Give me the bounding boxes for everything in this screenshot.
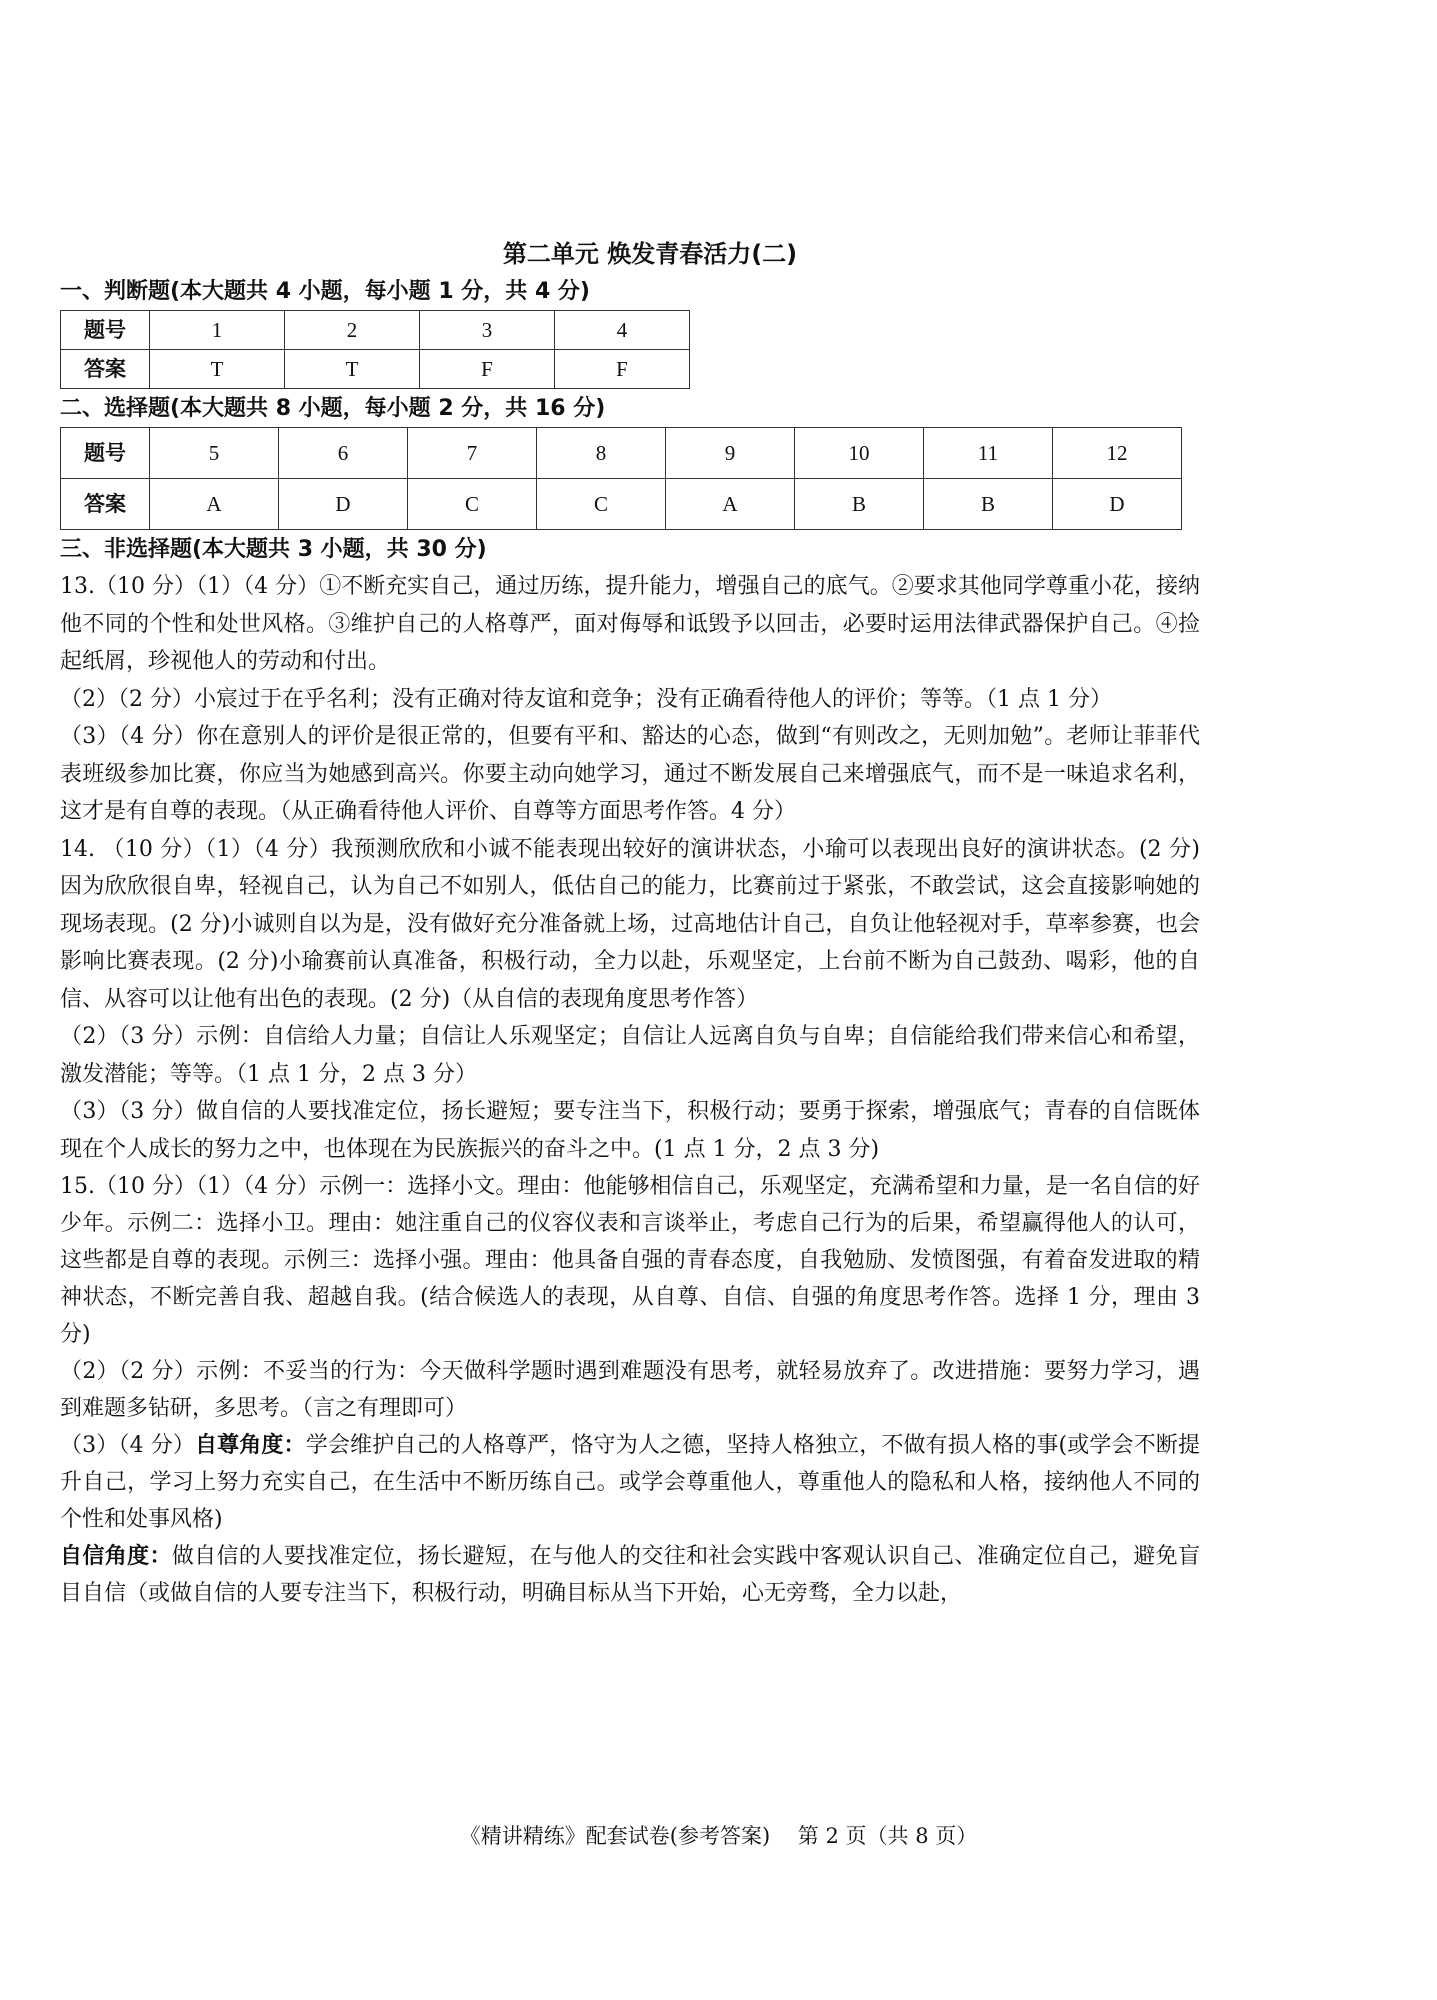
q15-part3-answer xyxy=(60,1427,1200,1538)
question-number: 9 xyxy=(666,428,795,479)
question-number: 6 xyxy=(279,428,408,479)
answer-cell: C xyxy=(537,479,666,530)
question-number: 7 xyxy=(408,428,537,479)
section1-heading: 一、判断题(本大题共 4 小题，每小题 1 分，共 4 分) xyxy=(60,279,590,304)
section3-heading: 三、非选择题(本大题共 3 小题，共 30 分) xyxy=(60,537,487,562)
answer-cell: A xyxy=(666,479,795,530)
question-number: 1 xyxy=(150,311,285,350)
table-row xyxy=(61,311,690,350)
answer-cell: A xyxy=(150,479,279,530)
question-number: 5 xyxy=(150,428,279,479)
row-label: 题号 xyxy=(61,428,150,479)
question-number: 3 xyxy=(420,311,555,350)
question-number: 2 xyxy=(285,311,420,350)
answer-cell: D xyxy=(1053,479,1182,530)
self-confidence-label: 自信角度： xyxy=(60,1544,172,1569)
table-row xyxy=(61,428,1182,479)
answer-cell: B xyxy=(924,479,1053,530)
section2-heading: 二、选择题(本大题共 8 小题，每小题 2 分，共 16 分) xyxy=(60,396,606,421)
self-respect-label: 自尊角度： xyxy=(194,1433,306,1458)
question-number: 12 xyxy=(1053,428,1182,479)
q13-part1-answer: 13.（10 分）（1）（4 分）①不断充实自己，通过历练，提升能力，增强自己的底气。②要求其他同学尊重小花，接纳他不同的个性和处世风格。③维护自己的人格尊严，面对侮辱和诋毁予以回击，必要时运用法律武器保护自己。④捡起纸屑，珍视他人的劳动和付出。 xyxy=(60,574,1200,674)
question-number: 11 xyxy=(924,428,1053,479)
answer-cell: C xyxy=(408,479,537,530)
answer-cell: F xyxy=(420,350,555,389)
q14-part2-answer: （2）（3 分）示例：自信给人力量；自信让人乐观坚定；自信让人远离自负与自卑；自信能给我们带来信心和希望，激发潜能；等等。（1 点 1 分，2 点 3 分） xyxy=(60,1024,1200,1087)
q15-part1-answer: 15.（10 分）（1）（4 分）示例一：选择小文。理由：他能够相信自己，乐观坚定，充满希望和力量，是一名自信的好少年。示例二：选择小卫。理由：她注重自己的仪容仪表和言谈举止，考虑自己行为的后果，希望赢得他人的认可，这些都是自尊的表现。示例三：选择小强。理由：他具备自强的青春态度，自我勉励、发愤图强，有着奋发进取的精神状态，不断完善自我、超越自我。(结合候选人的表现，从自尊、自信、自强的角度思考作答。选择 1 分，理由 3 分) xyxy=(60,1174,1200,1347)
table-row xyxy=(61,350,690,389)
question-number: 8 xyxy=(537,428,666,479)
answer-page xyxy=(60,236,1200,1612)
table-row xyxy=(61,479,1182,530)
judgment-answer-table xyxy=(60,310,690,389)
row-label: 答案 xyxy=(61,350,150,389)
row-label: 题号 xyxy=(61,311,150,350)
page-title: 第二单元 焕发青春活力(二) xyxy=(502,240,798,268)
q14-part3-answer: （3）（3 分）做自信的人要找准定位，扬长避短；要专注当下，积极行动；要勇于探索，增强底气；青春的自信既体现在个人成长的努力之中，也体现在为民族振兴的奋斗之中。(1 点 1 分，2 点 3 分) xyxy=(60,1099,1200,1162)
answer-cell: D xyxy=(279,479,408,530)
answer-cell: F xyxy=(555,350,690,389)
answer-cell: T xyxy=(285,350,420,389)
q15-part2-answer: （2）（2 分）示例：不妥当的行为：今天做科学题时遇到难题没有思考，就轻易放弃了。改进措施：要努力学习，遇到难题多钻研，多思考。（言之有理即可） xyxy=(60,1359,1200,1421)
question-number: 4 xyxy=(555,311,690,350)
q15-part3-prefix: （3）（4 分） xyxy=(60,1433,195,1458)
q13-part3-answer: （3）（4 分）你在意别人的评价是很正常的，但要有平和、豁达的心态，做到“有则改之，无则加勉”。老师让菲菲代表班级参加比赛，你应当为她感到高兴。你要主动向她学习，通过不断发展自己来增强底气，而不是一味追求名利，这才是有自尊的表现。（从正确看待他人评价、自尊等方面思考作答。4 分） xyxy=(60,724,1200,824)
choice-answer-table xyxy=(60,427,1182,530)
q13-part2-answer: （2）（2 分）小宸过于在乎名利；没有正确对待友谊和竞争；没有正确看待他人的评价；等等。（1 点 1 分） xyxy=(60,686,1112,712)
answer-cell: T xyxy=(150,350,285,389)
q14-part1-answer: 14. （10 分）（1）（4 分）我预测欣欣和小诚不能表现出较好的演讲状态，小瑜可以表现出良好的演讲状态。(2 分)因为欣欣很自卑，轻视自己，认为自己不如别人，低估自己的能力，比赛前过于紧张，不敢尝试，这会直接影响她的现场表现。(2 分)小诚则自以为是，没有做好充分准备就上场，过高地估计自己，自负让他轻视对手，草率参赛，也会影响比赛表现。(2 分)小瑜赛前认真准备，积极行动，全力以赴，乐观坚定，上台前不断为自己鼓劲、喝彩，他的自信、从容可以让他有出色的表现。(2 分)（从自信的表现角度思考作答） xyxy=(60,836,1200,1012)
page-footer: 《精讲精练》配套试卷(参考答案) 第 2 页（共 8 页） xyxy=(459,1824,978,1848)
row-label: 答案 xyxy=(61,479,150,530)
q15-part3-confidence xyxy=(60,1538,1200,1612)
self-confidence-text: 做自信的人要找准定位，扬长避短，在与他人的交往和社会实践中客观认识自己、准确定位自己，避免盲目自信（或做自信的人要专注当下，积极行动，明确目标从当下开始，心无旁骛，全力以赴， xyxy=(60,1544,1200,1606)
answer-cell: B xyxy=(795,479,924,530)
self-respect-text: 学会维护自己的人格尊严，恪守为人之德，坚持人格独立，不做有损人格的事(或学会不断提升自己，学习上努力充实自己，在生活中不断历练自己。或学会尊重他人，尊重他人的隐私和人格，接纳他人不同的个性和处事风格) xyxy=(60,1433,1200,1532)
question-number: 10 xyxy=(795,428,924,479)
